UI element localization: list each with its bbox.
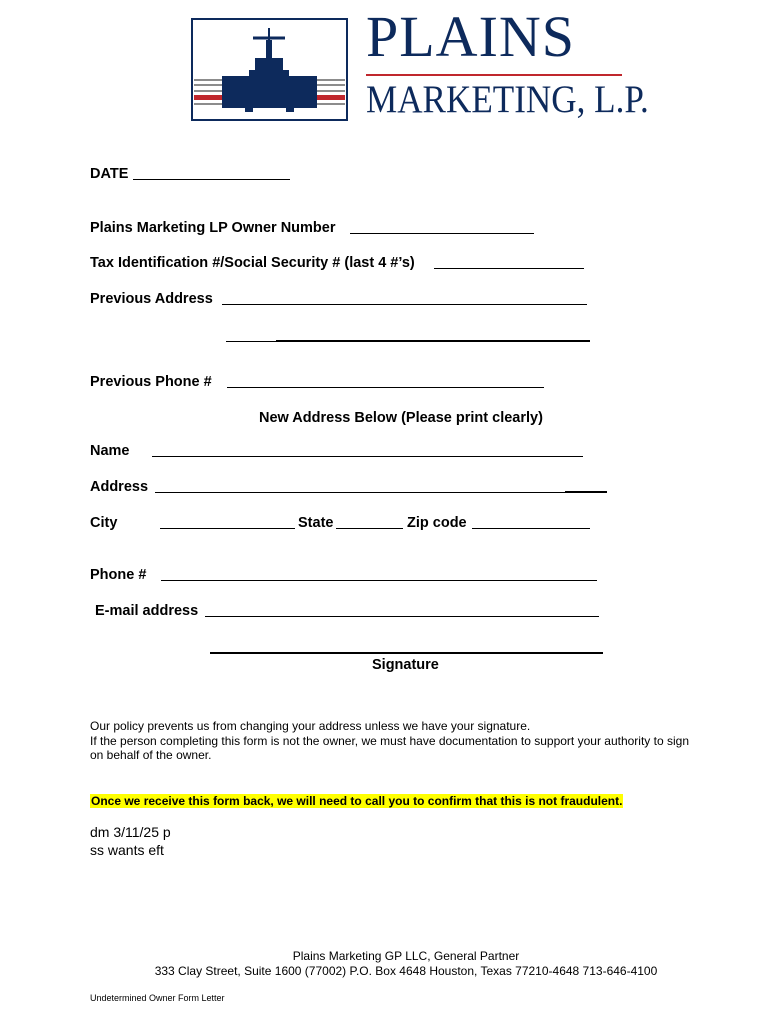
previous-phone-label: Previous Phone # (90, 374, 212, 390)
email-field[interactable] (205, 616, 599, 617)
footer-address: 333 Clay Street, Suite 1600 (77002) P.O. Box 4648 Houston, Texas 77210-4648 713-646-4100 (154, 964, 658, 978)
previous-address-field[interactable] (222, 304, 587, 305)
company-logo (191, 18, 348, 121)
tax-id-label: Tax Identification #/Social Security # (last 4 #’s) (90, 255, 415, 271)
brand-name-primary: PLAINS (366, 4, 576, 69)
city-field[interactable] (160, 528, 295, 529)
footer-company: Plains Marketing GP LLC, General Partner (292, 949, 520, 963)
previous-phone-field[interactable] (227, 387, 544, 388)
email-label: E-mail address (95, 603, 199, 619)
brand-rule (366, 74, 622, 76)
owner-number-field[interactable] (350, 233, 534, 234)
previous-address-line2-start[interactable] (226, 341, 276, 342)
phone-field[interactable] (161, 580, 597, 581)
zip-field[interactable] (472, 528, 590, 529)
address-field-end[interactable] (565, 491, 607, 493)
signature-label: Signature (372, 657, 439, 673)
policy-line-3: on behalf of the owner. (90, 748, 212, 762)
brand-name-secondary: MARKETING, L.P. (366, 78, 649, 121)
previous-address-line2-field[interactable] (276, 340, 590, 342)
note-line-2: ss wants eft (90, 842, 164, 858)
date-label: DATE (90, 166, 129, 182)
name-field[interactable] (152, 456, 583, 457)
pipeline-valve-icon (191, 18, 348, 121)
address-field[interactable] (155, 492, 565, 493)
tax-id-field[interactable] (434, 268, 584, 269)
previous-address-label: Previous Address (90, 291, 213, 307)
phone-label: Phone # (90, 567, 147, 583)
state-field[interactable] (336, 528, 403, 529)
policy-line-2: If the person completing this form is not the owner, we must have documentation to support your authority to sign (90, 734, 689, 748)
signature-field[interactable] (210, 652, 603, 654)
city-label: City (90, 515, 118, 531)
note-line-1: dm 3/11/25 p (90, 824, 171, 840)
new-address-heading: New Address Below (Please print clearly) (259, 410, 543, 426)
zip-label: Zip code (407, 515, 467, 531)
footer-form-name: Undetermined Owner Form Letter (90, 993, 225, 1003)
policy-line-1: Our policy prevents us from changing your address unless we have your signature. (90, 719, 531, 733)
state-label: State (298, 515, 334, 531)
address-label: Address (90, 479, 149, 495)
name-label: Name (90, 443, 130, 459)
fraud-notice: Once we receive this form back, we will need to call you to confirm that this is not fraudulent. (91, 794, 623, 808)
owner-number-label: Plains Marketing LP Owner Number (90, 220, 336, 236)
date-field[interactable] (133, 179, 290, 180)
